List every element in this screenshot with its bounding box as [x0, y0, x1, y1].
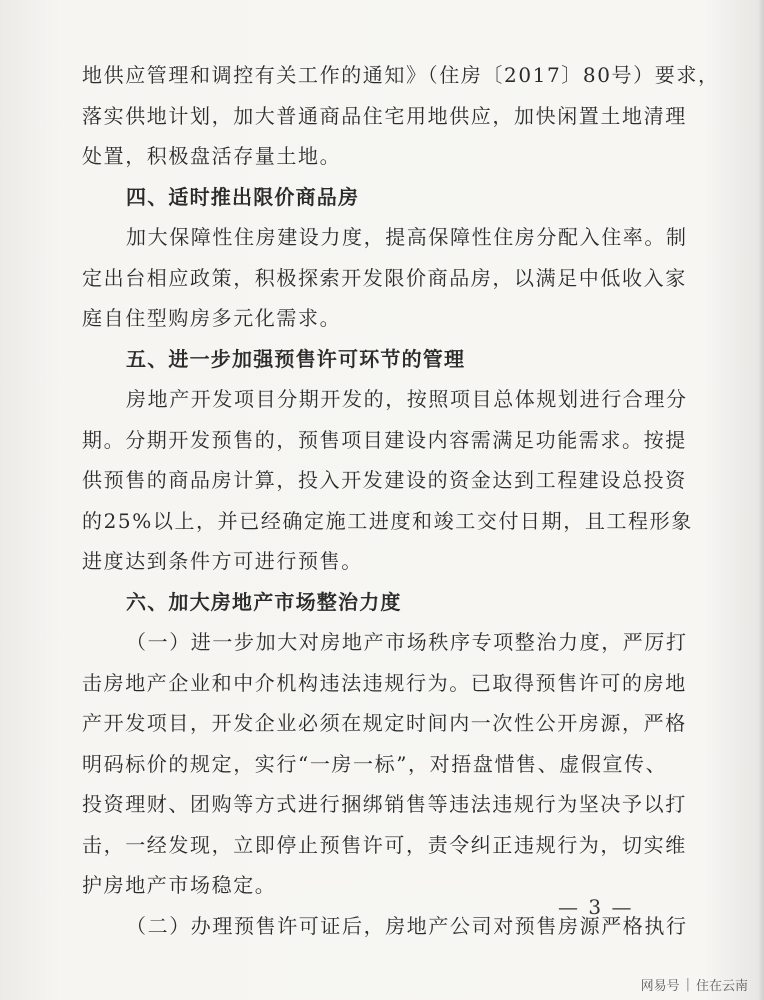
- body-text-line: 加大保障性住房建设力度，提高保障性住房分配入住率。制: [126, 225, 688, 249]
- body-text-line: （一）进一步加大对房地产市场秩序专项整治力度，严厉打: [126, 630, 688, 654]
- watermark: [641, 975, 748, 994]
- body-text-line: 击，一经发现，立即停止预售许可，责令纠正违规行为，切实维: [82, 832, 687, 857]
- watermark-source: 网易号: [640, 979, 680, 994]
- watermark-separator: |: [685, 977, 690, 992]
- body-text-line: 房地产开发项目分期开发的，按照项目总体规划进行合理分: [126, 387, 688, 411]
- body-text-line: 地供应管理和调控有关工作的通知》（住房〔2017〕80号）要求，: [82, 63, 720, 87]
- body-text-line: 的25%以上，并已经确定施工进度和竣工交付日期，且工程形象: [82, 508, 693, 533]
- body-text-line: 定出台相应政策，积极探索开发限价商品房，以满足中低收入家: [82, 265, 687, 290]
- body-text-line: 落实供地计划，加大普通商品住宅用地供应，加快闲置土地清理: [82, 103, 687, 128]
- body-text-line: （二）办理预售许可证后，房地产公司对预售房源严格执行: [126, 913, 688, 938]
- body-text-line: 产开发项目，开发企业必须在规定时间内一次性公开房源，严格: [82, 711, 687, 735]
- section-heading: 四、适时推出限价商品房: [126, 184, 360, 209]
- body-text-line: 护房地产市场稳定。: [82, 873, 277, 897]
- body-text-line: 处置，积极盘活存量土地。: [82, 144, 342, 168]
- page-number: — 3 —: [558, 895, 634, 919]
- body-text-line: 期。分期开发预售的，预售项目建设内容需满足功能需求。按提: [82, 427, 687, 452]
- document-body: [82, 55, 720, 946]
- page-edge-shadow: [758, 0, 764, 1000]
- body-text-line: 供预售的商品房计算，投入开发建设的资金达到工程建设总投资: [82, 468, 687, 492]
- watermark-account: 住在云南: [695, 979, 748, 994]
- section-heading: 六、加大房地产市场整治力度: [126, 589, 402, 614]
- body-text-line: 进度达到条件方可进行预售。: [82, 549, 363, 573]
- body-text-line: 明码标价的规定，实行“一房一标”，对捂盘惜售、虚假宣传、: [82, 751, 668, 776]
- section-heading: 五、进一步加强预售许可环节的管理: [126, 346, 466, 371]
- body-text-line: 击房地产企业和中介机构违法违规行为。已取得预售许可的房地: [82, 670, 687, 695]
- body-text-line: 庭自住型购房多元化需求。: [82, 306, 342, 330]
- body-text-line: 投资理财、团购等方式进行捆绑销售等违法违规行为坚决予以打: [82, 792, 687, 816]
